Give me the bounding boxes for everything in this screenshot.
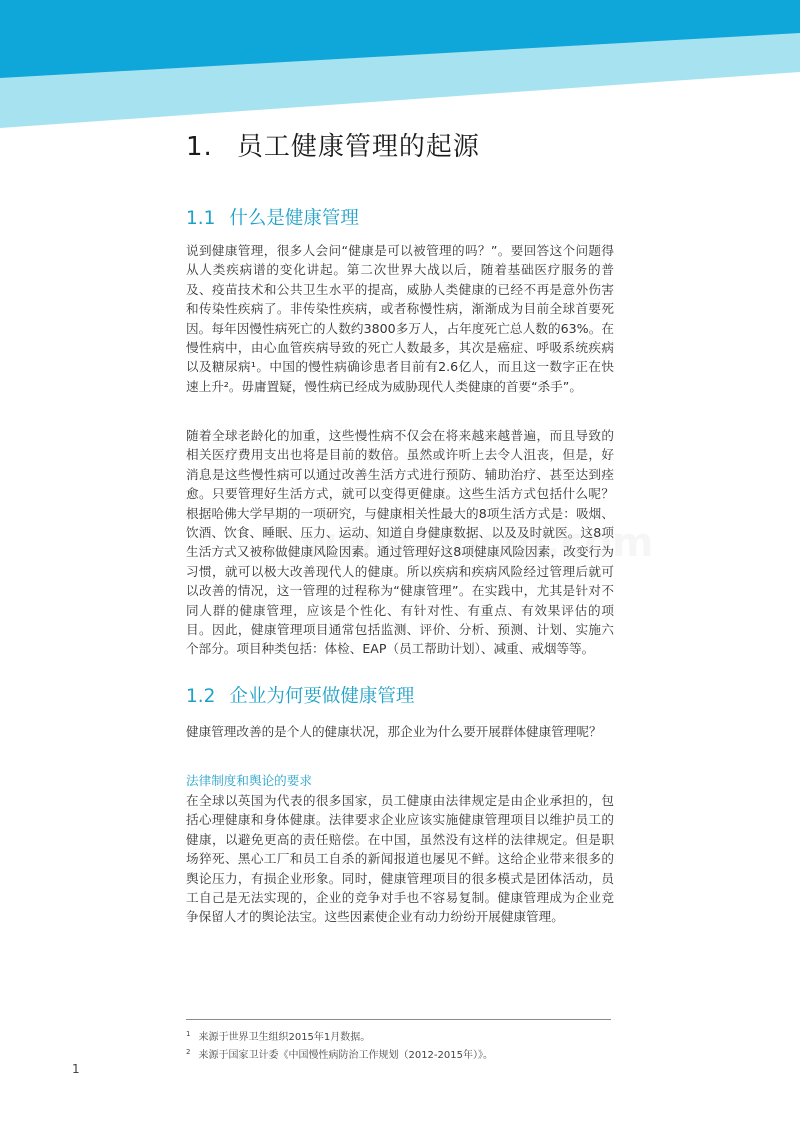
chapter-title xyxy=(186,126,480,163)
section-title: 企业为何要做健康管理 xyxy=(229,686,415,707)
chapter-number: 1. xyxy=(186,132,213,162)
footnote-2 xyxy=(186,1045,493,1063)
paragraph-3: 在全球以英国为代表的很多国家，员工健康由法律规定是由企业承担的，包括心理健康和身体健康。法律要求企业应该实施健康管理项目以维护员工的健康，以避免更高的责任赔偿。在中国，虽然没有这样的法律规定。但是职场猝死、黑心工厂和员工自杀的新闻报道也屡见不鲜。这给企业带来很多的舆论压力，有损企业形象。同时，健康管理项目的很多模式是团体活动，员工自己是无法实现的，企业的竞争对手也不容易复制。健康管理成为企业竞争保留人才的舆论法宝。这些因素使企业有动力纷纷开展健康管理。 xyxy=(186,793,614,925)
page-number: 1 xyxy=(72,1062,80,1076)
footnote-text: 来源于国家卫计委《中国慢性病防治工作规划（2012-2015年）》。 xyxy=(198,1050,493,1061)
section-number: 1.2 xyxy=(186,686,216,707)
footnote-mark: 1 xyxy=(186,1030,191,1038)
paragraph-1: 说到健康管理，很多人会问“健康是可以被管理的吗？”。要回答这个问题得从人类疾病谱的变化讲起。第二次世界大战以后，随着基础医疗服务的普及、疫苗技术和公共卫生水平的提高，威胁人类健康的已经不再是意外伤害和传染性疾病了。非传染性疾病，或者称慢性病，渐渐成为目前全球首要死因。每年因慢性病死亡的人数约3800多万人，占年度死亡总人数的63%。在慢性病中，由心血管疾病导致的死亡人数最多，其次是癌症、呼吸系统疾病以及糖尿病¹。中国的慢性病确诊患者目前有2.6亿人，而且这一数字正在快速上升²。毋庸置疑，慢性病已经成为威胁现代人类健康的首要“杀手”。 xyxy=(186,243,614,394)
footnote-1 xyxy=(186,1027,370,1045)
footnote-divider xyxy=(186,1019,611,1020)
section-number: 1.1 xyxy=(186,208,216,229)
footnote-mark: 2 xyxy=(186,1048,191,1056)
section-title: 什么是健康管理 xyxy=(229,208,359,229)
section-heading-1-1 xyxy=(186,204,359,230)
subheading: 法律制度和舆论的要求 xyxy=(186,773,312,788)
section-heading-1-2 xyxy=(186,682,414,708)
section-intro: 健康管理改善的是个人的健康状况，那企业为什么要开展群体健康管理呢？ xyxy=(186,724,602,739)
header-banner xyxy=(0,0,800,130)
footnote-text: 来源于世界卫生组织2015年1月数据。 xyxy=(198,1032,371,1043)
paragraph-2: 随着全球老龄化的加重，这些慢性病不仅会在将来越来越普遍，而且导致的相关医疗费用支出也将是目前的数倍。虽然或许听上去令人沮丧，但是，好消息是这些慢性病可以通过改善生活方式进行预防、辅助治疗、甚至达到痊愈。只要管理好生活方式，就可以变得更健康。这些生活方式包括什么呢？ 根据哈佛大学早期的一项研究，与健康相关性最大的8项生活方式是：吸烟、饮酒、饮食、睡眠、压力、运动、知道自身健康数据、以及及时就医。这8项生活方式又被称做健康风险因素。通过管理好这8项健康风险因素，改变行为习惯，就可以极大改善现代人的健康。所以疾病和疾病风险经过管理后就可以改善的情况，这一管理的过程称为“健康管理”。在实践中，尤其是针对不同人群的健康管理，应该是个性化、有针对性、有重点、有效果评估的项目。因此，健康管理项目通常包括监测、评价、分析、预测、计划、实施六个部分。项目种类包括：体检、EAP（员工帮助计划）、减重、戒烟等等。 xyxy=(186,428,614,657)
chapter-title-text: 员工健康管理的起源 xyxy=(236,132,480,162)
